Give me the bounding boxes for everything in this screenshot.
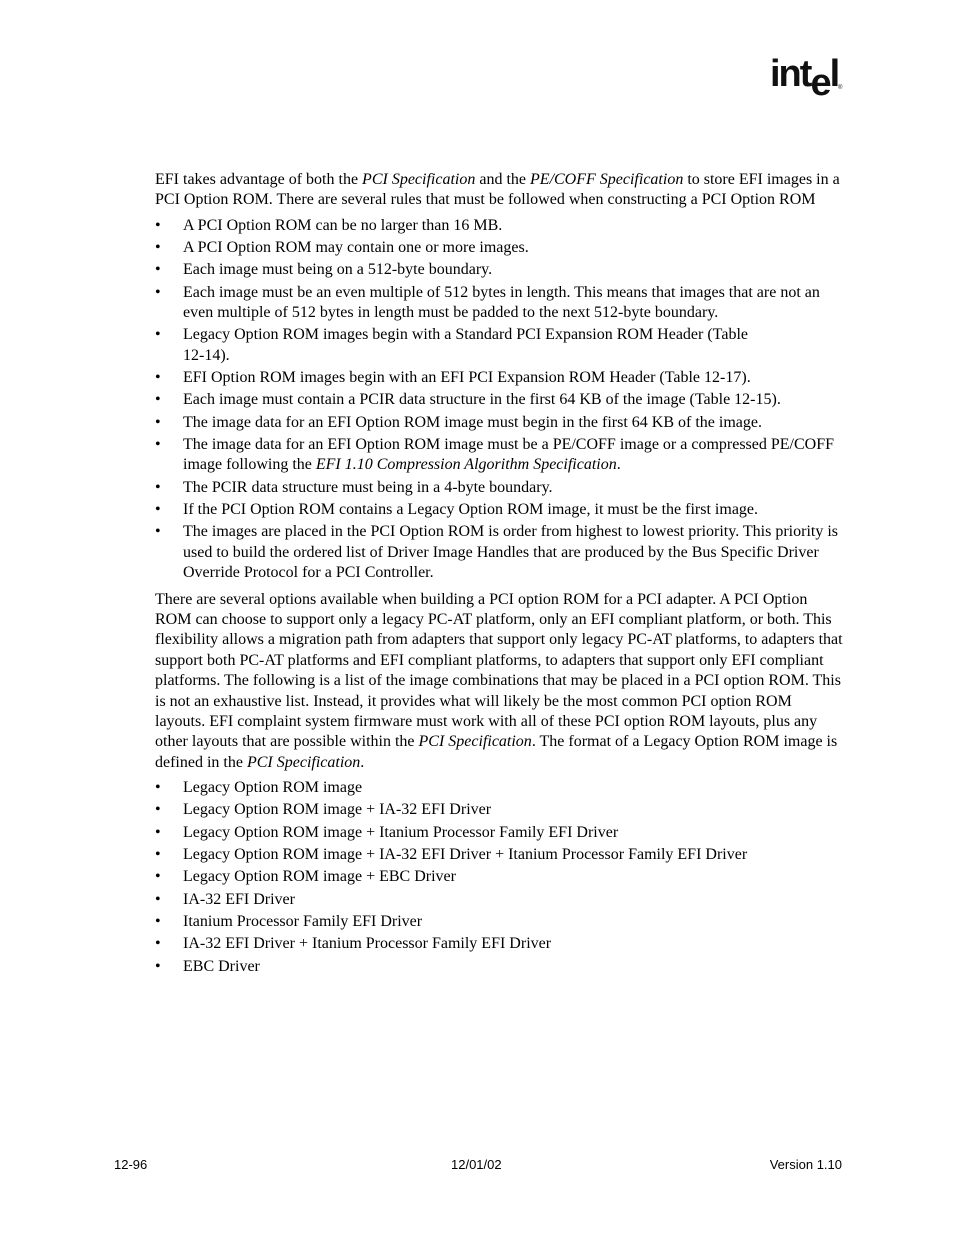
list-item: • IA-32 EFI Driver + Itanium Processor Family EFI Driver [155,934,845,954]
list-item: • A PCI Option ROM can be no larger than 16 MB. [155,216,845,236]
bullet: • [155,391,161,409]
intro-paragraph: EFI takes advantage of both the PCI Specification and the PE/COFF Specification to store EFI images in a PCI Option ROM. There are several rules that must be followed when constructing a PCI Option ROM [155,171,840,209]
bullet: • [155,326,161,344]
bullet: • [155,823,161,841]
bullet: • [155,890,161,908]
list-item: • Legacy Option ROM image [155,778,845,798]
bullet: • [155,436,161,453]
option-rom-rules-list [155,216,845,584]
bullet: • [155,261,161,279]
registered-mark: ® [838,85,843,91]
list-item: • EFI Option ROM images begin with an EFI PCI Expansion ROM Header (Table 12-17). [155,368,845,388]
list-item: • Each image must be an even multiple of 512 bytes in length. This means that images that are not an even multiple of 512 bytes in length must be padded to the next 512-byte boundary. [155,283,820,322]
bullet: • [155,369,161,387]
list-item: • Legacy Option ROM images begin with a Standard PCI Expansion ROM Header (Table 12-14). [155,326,748,364]
bullet: • [155,501,161,518]
list-item: • Legacy Option ROM image + EBC Driver [155,867,845,887]
bullet: • [155,935,161,953]
list-item: • The image data for an EFI Option ROM image must be a PE/COFF image or a compressed PE/COFF image following the EFI 1.10 Compression Algorithm Specification. [155,436,835,474]
bullet: • [155,868,161,886]
list-item: • The image data for an EFI Option ROM image must begin in the first 64 KB of the image. [155,413,845,433]
bullet: • [155,478,161,496]
list-item: • If the PCI Option ROM contains a Legacy Option ROM image, it must be the first image. [155,500,845,520]
options-paragraph: There are several options available when building a PCI option ROM for a PCI adapter. A PCI Option ROM can choose to support only a legacy PC-AT platform, only an EFI compliant platform, or both. This flexibility allows a migration path from adapters that support only legacy PC-AT platforms, to adapters that support both PC-AT platforms and EFI compliant platforms, to adapters that support only EFI compliant platforms. The following is a list of the image combinations that may be placed in a PCI option ROM. This is not an exhaustive list. Instead, it provides what will likely be the most common PCI option ROM layouts. EFI complaint system firmware must work with all of these PCI option ROM layouts, plus any other layouts that are possible within the PCI Specification. The format of a Legacy Option ROM image is defined in the PCI Specification. [155,590,843,771]
list-item: • Legacy Option ROM image + IA-32 EFI Driver + Itanium Processor Family EFI Driver [155,845,845,865]
list-item: • Each image must contain a PCIR data structure in the first 64 KB of the image (Table 12-15). [155,390,845,410]
list-item: • EBC Driver [155,957,845,977]
bullet: • [155,801,161,819]
list-item: • Each image must being on a 512-byte boundary. [155,260,845,280]
bullet: • [155,957,161,975]
footer-date: 12/01/02 [451,1157,502,1172]
bullet: • [155,846,161,864]
footer-version: Version 1.10 [769,1157,842,1172]
bullet: • [155,216,161,234]
bullet: • [155,239,161,257]
intel-logo-wordmark: intel [770,53,839,104]
list-item: • A PCI Option ROM may contain one or more images. [155,238,845,258]
bullet: • [155,413,161,431]
list-item: • The images are placed in the PCI Option ROM is order from highest to lowest priority. This priority is used to build the ordered list of Driver Image Handles that are produced by the Bus Specific Driver Override Protocol for a PCI Controller. [155,523,839,582]
list-item: • IA-32 EFI Driver [155,890,845,910]
bullet: • [155,283,161,301]
bullet: • [155,779,161,797]
page-number: 12-96 [114,1157,148,1172]
page-body [155,170,845,979]
list-item: • Itanium Processor Family EFI Driver [155,912,845,932]
bullet: • [155,912,161,930]
rom-layouts-list [155,778,845,977]
list-item: • The PCIR data structure must being in a 4-byte boundary. [155,478,845,498]
bullet: • [155,523,161,541]
intel-logo [770,53,846,104]
list-item: • Legacy Option ROM image + Itanium Processor Family EFI Driver [155,823,845,843]
list-item: • Legacy Option ROM image + IA-32 EFI Driver [155,800,845,820]
